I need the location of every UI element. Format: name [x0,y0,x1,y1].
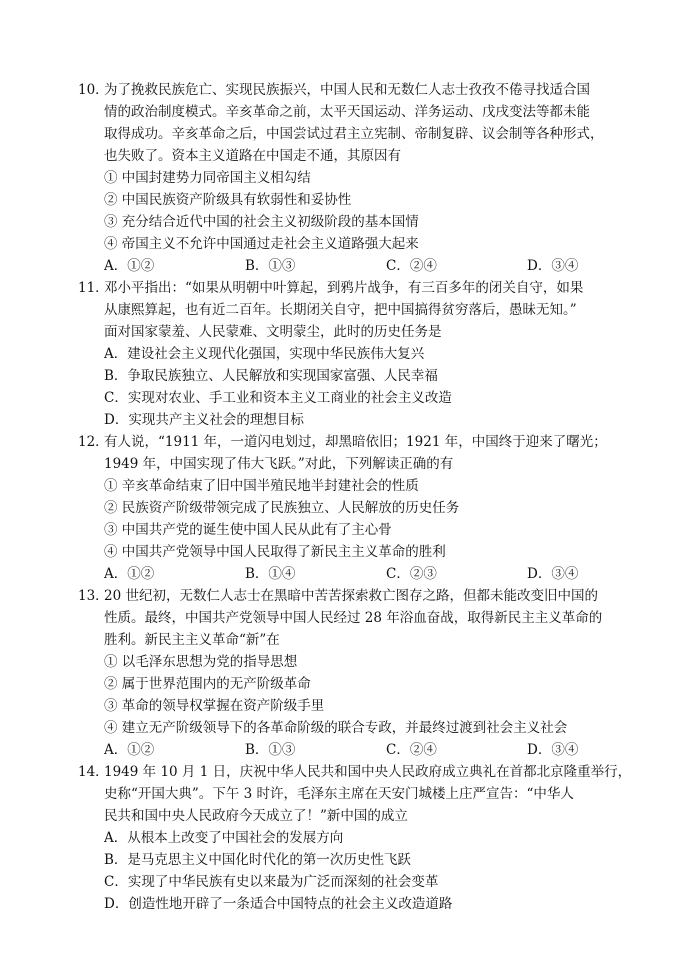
question-stem-line: 情的政治制度模式。辛亥革命之前，太平天国运动、洋务运动、戊戌变法等都未能 [104,104,590,120]
question-stem-line: 也失败了。资本主义道路在中国走不通，其原因有 [104,148,401,164]
statement: ③ 充分结合近代中国的社会主义初级阶段的基本国情 [104,214,419,230]
choice-a[interactable]: A．①② [104,258,155,274]
question-number: 12． [78,434,109,450]
choice-a[interactable]: A．①② [104,742,155,758]
choice-d[interactable]: D．③④ [527,258,579,274]
choice-b[interactable]: B．争取民族独立、人民解放和实现国家富强、人民幸福 [104,368,438,384]
choice-c[interactable]: C．②④ [386,742,437,758]
choice-d[interactable]: D．③④ [527,742,579,758]
question-stem-line: 胜利。新民主主义革命“新”在 [104,632,280,648]
choice-a[interactable]: A．①② [104,566,155,582]
statement: ① 辛亥革命结束了旧中国半殖民地半封建社会的性质 [104,478,419,494]
statement: ③ 中国共产党的诞生使中国人民从此有了主心骨 [104,522,392,538]
choice-c[interactable]: C．实现对农业、手工业和资本主义工商业的社会主义改造 [104,390,452,406]
choice-b[interactable]: B．①③ [245,258,296,274]
question-stem-line: 取得成功。辛亥革命之后，中国尝试过君主立宪制、帝制复辟、议会制等各种形式， [104,126,604,142]
statement: ② 属于世界范围内的无产阶级革命 [104,676,311,692]
question-stem-line: 13．20 世纪初，无数仁人志士在黑暗中苦苦探索救亡图存之路，但都未能改变旧中国的 [78,588,598,604]
question-stem-line: 从康熙算起，也有近二百年。长期闭关自守，把中国搞得贫穷落后，愚昧无知。” [104,302,577,318]
question-stem-line: 12．有人说，“1911 年，一道闪电划过，却黑暗依旧；1921 年，中国终于迎来了曙光； [78,434,607,450]
choice-a[interactable]: A．建设社会主义现代化强国，实现中华民族伟大复兴 [104,346,425,362]
statement: ② 民族资产阶级带领完成了民族独立、人民解放的历史任务 [104,500,460,516]
question-number: 11． [78,280,109,296]
statement: ③ 革命的领导权掌握在资产阶级手里 [104,698,325,714]
statement: ④ 建立无产阶级领导下的各革命阶级的联合专政，并最终过渡到社会主义社会 [104,720,568,736]
question-stem-line: 面对国家蒙羞、人民蒙难、文明蒙尘，此时的历史任务是 [104,324,442,340]
question-number: 14． [78,764,109,780]
choice-b[interactable]: B．①④ [245,566,296,582]
choice-c[interactable]: C．②③ [386,566,437,582]
choice-c[interactable]: C．实现了中华民族有史以来最为广泛而深刻的社会变革 [104,874,439,890]
statement: ④ 中国共产党领导中国人民取得了新民主主义革命的胜利 [104,544,446,560]
question-stem-line: 史称“开国大典”。下午 3 时许，毛泽东主席在天安门城楼上庄严宣告：“中华人 [104,786,574,802]
question-stem-line: 11．邓小平指出：“如果从明朝中叶算起，到鸦片战争，有三百多年的闭关自守，如果 [78,280,584,296]
question-stem-line: 性质。最终，中国共产党领导中国人民经过 28 年浴血奋战，取得新民主主义革命的 [104,610,603,626]
statement: ① 中国封建势力同帝国主义相勾结 [104,170,311,186]
statement: ④ 帝国主义不允许中国通过走社会主义道路强大起来 [104,236,419,252]
choice-b[interactable]: B．是马克思主义中国化时代化的第一次历史性飞跃 [104,852,411,868]
question-stem-line: 民共和国中央人民政府今天成立了！”新中国的成立 [104,808,408,824]
choice-a[interactable]: A．从根本上改变了中国社会的发展方向 [104,830,344,846]
choice-d[interactable]: D．③④ [527,566,579,582]
question-stem-line: 14．1949 年 10 月 1 日，庆祝中华人民共和国中央人民政府成立典礼在首都北京隆重举行， [78,764,632,780]
question-number: 10． [78,82,109,98]
choice-c[interactable]: C．②④ [386,258,437,274]
choice-b[interactable]: B．①③ [245,742,296,758]
choice-d[interactable]: D．实现共产主义社会的理想目标 [104,412,304,428]
question-stem-line: 10．为了挽救民族危亡、实现民族振兴，中国人民和无数仁人志士孜孜不倦寻找适合国 [78,82,590,98]
question-stem-line: 1949 年，中国实现了伟大飞跃。”对此，下列解读正确的有 [104,456,454,472]
question-number: 13． [78,588,109,604]
statement: ② 中国民族资产阶级具有软弱性和妥协性 [104,192,352,208]
choice-d[interactable]: D．创造性地开辟了一条适合中国特点的社会主义改造道路 [104,896,453,912]
statement: ① 以毛泽东思想为党的指导思想 [104,654,298,670]
